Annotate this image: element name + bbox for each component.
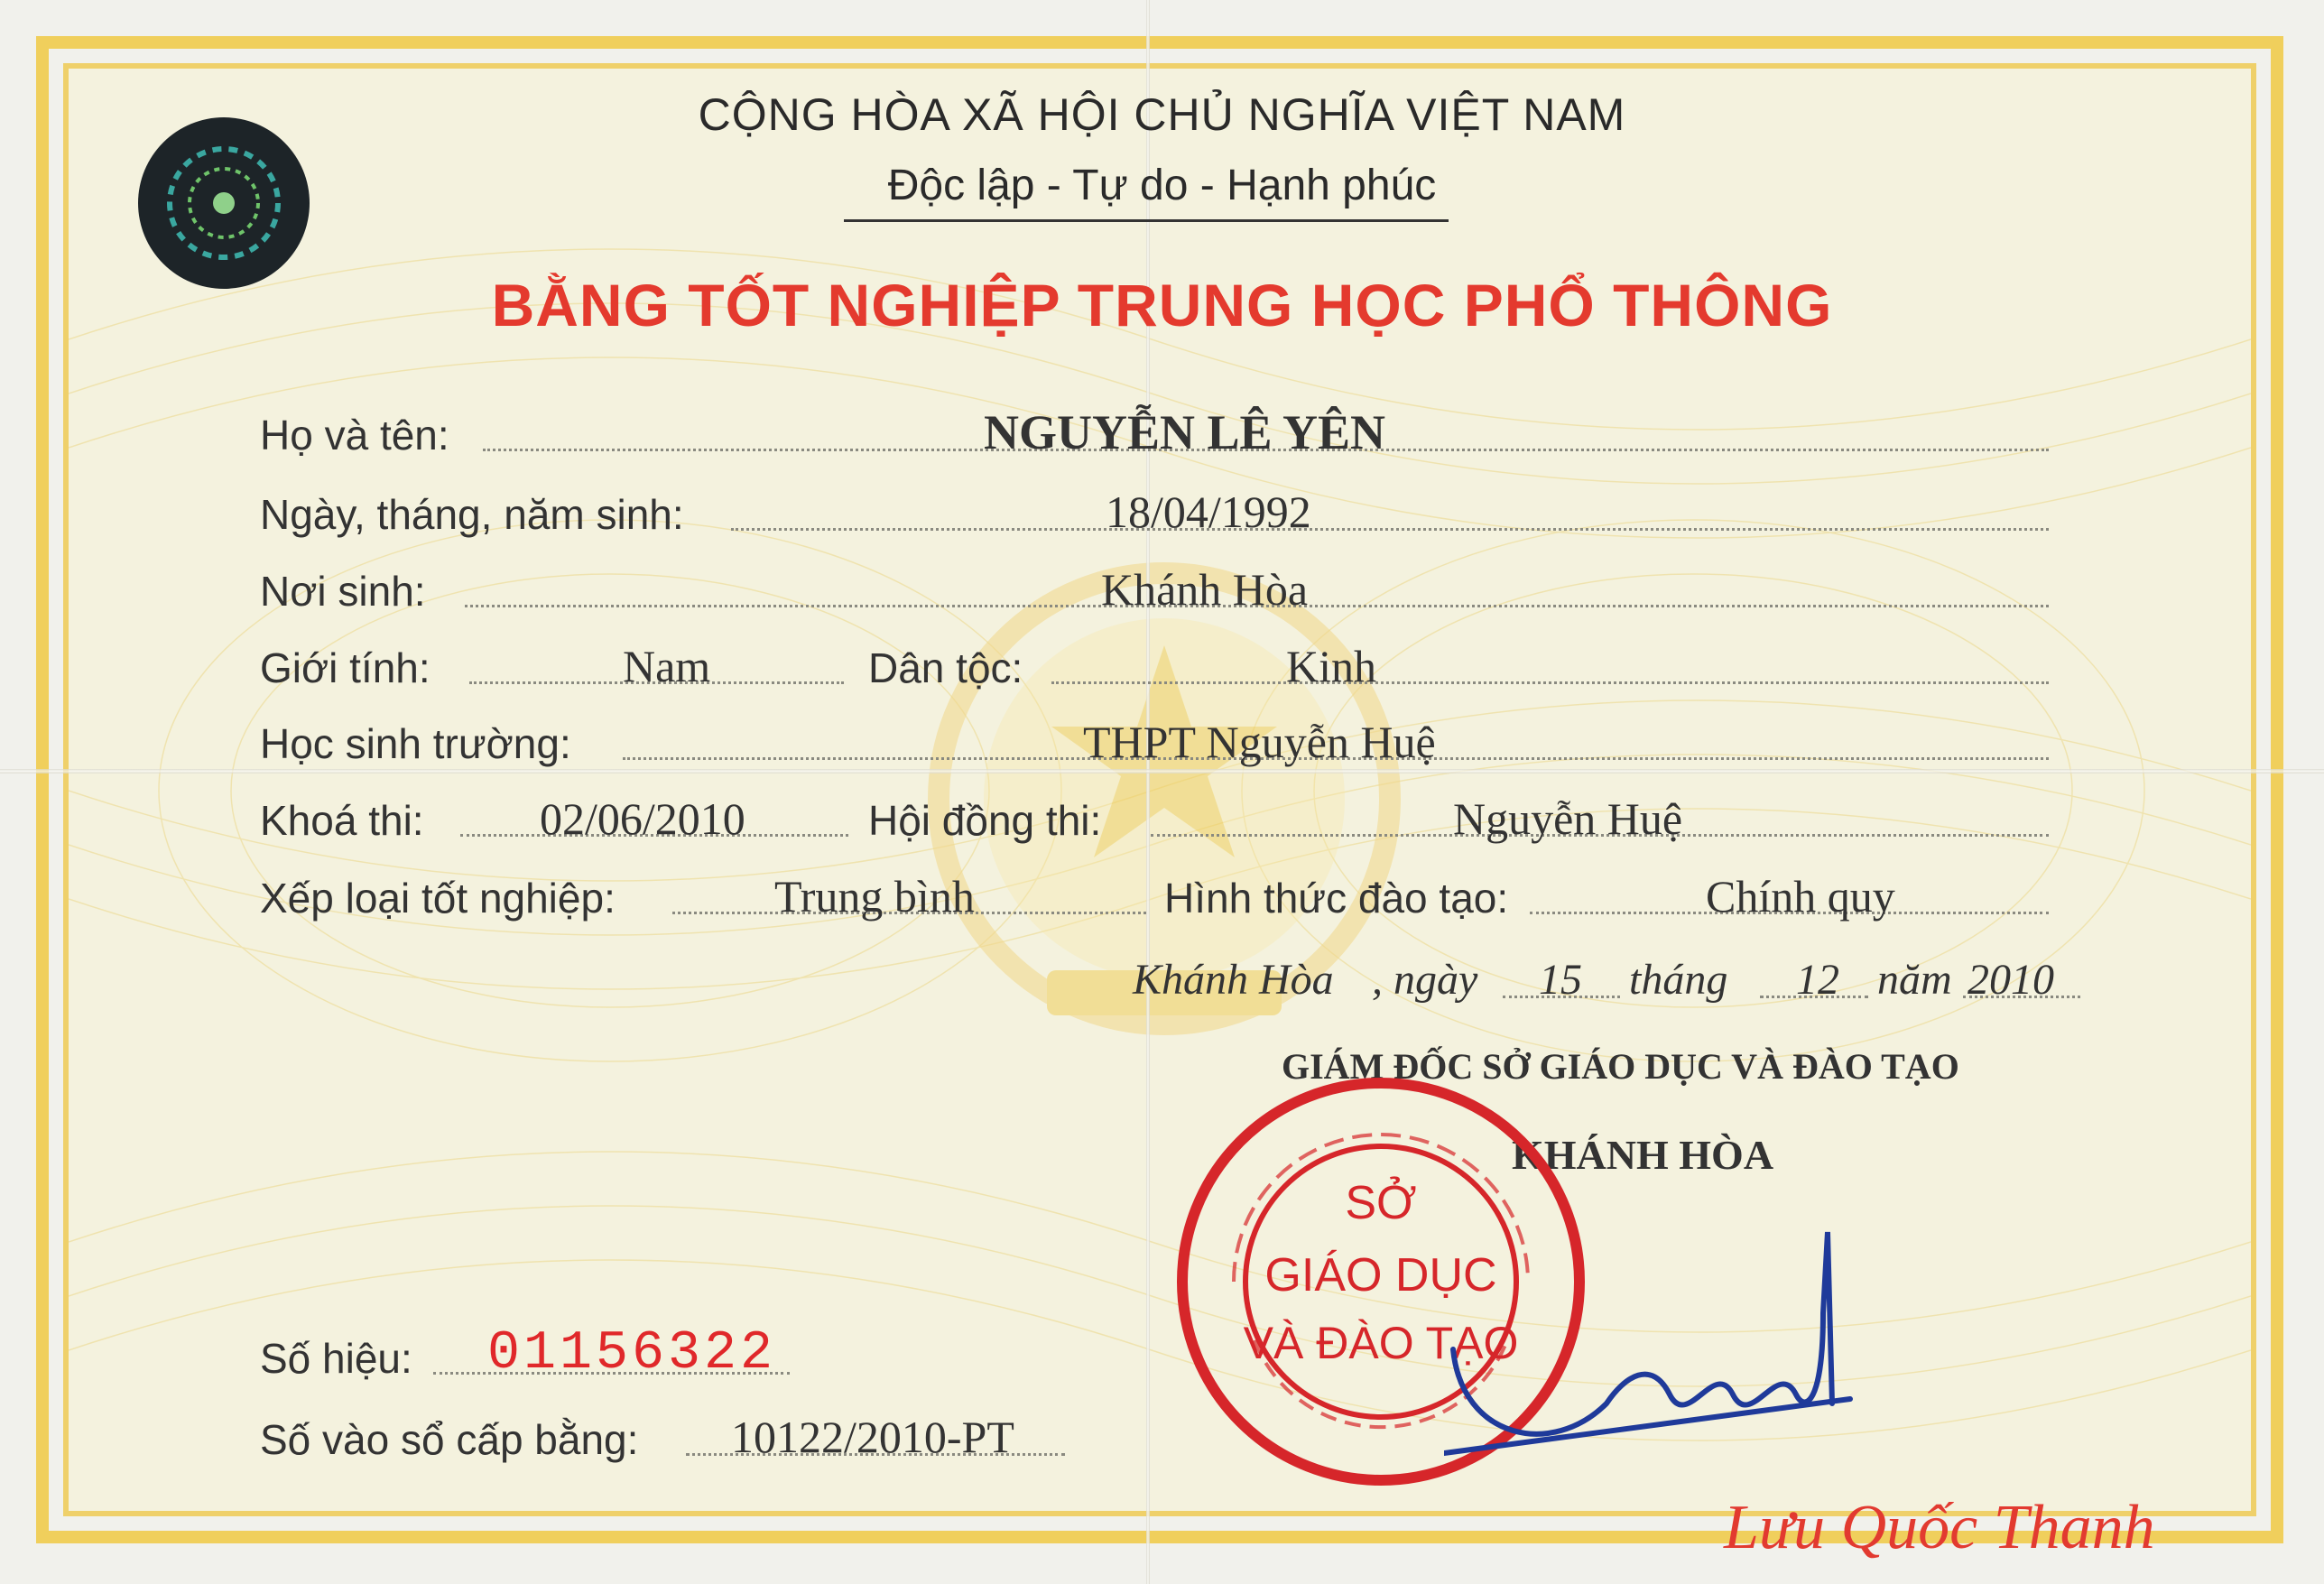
birthplace-label: Nơi sinh: [260,568,426,615]
serial-label: Số hiệu: [260,1335,412,1382]
register-value: 10122/2010-PT [731,1412,1014,1462]
issue-month-label: tháng [1629,956,1728,1004]
signature-mark-icon [1444,1223,1859,1467]
diploma-title: BẰNG TỐT NGHIỆP TRUNG HỌC PHỔ THÔNG [491,272,1833,338]
ranking-value: Trung bình [774,871,975,922]
stamp-line-1: SỞ [1345,1177,1417,1229]
issue-day: 15 [1539,956,1582,1004]
council-label: Hội đồng thi: [868,797,1102,844]
training-form-value: Chính quy [1706,871,1895,922]
dob-label: Ngày, tháng, năm sinh: [260,491,684,538]
signatory-handwritten-name [1715,1480,2220,1570]
motto-underline [844,219,1449,222]
register-label: Số vào sổ cấp bằng: [260,1416,639,1463]
motto-heading: Độc lập - Tự do - Hạnh phúc [887,162,1437,209]
exam-date-value: 02/06/2010 [540,793,745,844]
issue-month: 12 [1796,956,1839,1004]
signatory-title-line1: GIÁM ĐỐC SỞ GIÁO DỤC VÀ ĐÀO TẠO [1282,1046,1959,1087]
name-label: Họ và tên: [260,412,449,459]
issue-year: 2010 [1968,956,2054,1004]
issue-year-label: năm [1877,956,1952,1004]
fold-line-horizontal [0,769,2324,773]
stamp-line-2: GIÁO DỤC [1264,1249,1497,1301]
serial-value: 01156322 [487,1323,777,1385]
ethnicity-value: Kinh [1286,641,1376,691]
council-value: Nguyễn Huệ [1453,793,1683,844]
ranking-label: Xếp loại tốt nghiệp: [260,875,616,922]
dob-value: 18/04/1992 [1106,486,1311,537]
birthplace-value: Khánh Hòa [1101,564,1309,615]
fold-line-vertical [1146,0,1150,1584]
stamp-line-3: VÀ ĐÀO TẠO [1243,1318,1519,1368]
signatory-title-line2: KHÁNH HÒA [1512,1132,1774,1178]
training-form-label: Hình thức đào tạo: [1164,875,1509,922]
school-label: Học sinh trường: [260,720,571,767]
dob-dots [731,528,2049,531]
school-value: THPT Nguyễn Huệ [1083,717,1436,767]
issue-place: Khánh Hòa [1133,956,1334,1004]
ethnicity-dots [1051,681,2049,684]
ethnicity-label: Dân tộc: [868,644,1023,691]
issue-day-label: , ngày [1372,956,1478,1004]
name-value: NGUYỄN LÊ YÊN [984,405,1386,459]
exam-date-label: Khoá thi: [260,797,424,844]
svg-text:Lưu Quốc Thanh: Lưu Quốc Thanh [1724,1493,2155,1562]
gender-value: Nam [623,641,711,691]
gender-label: Giới tính: [260,644,431,691]
country-heading: CỘNG HÒA XÃ HỘI CHỦ NGHĨA VIỆT NAM [698,89,1626,140]
